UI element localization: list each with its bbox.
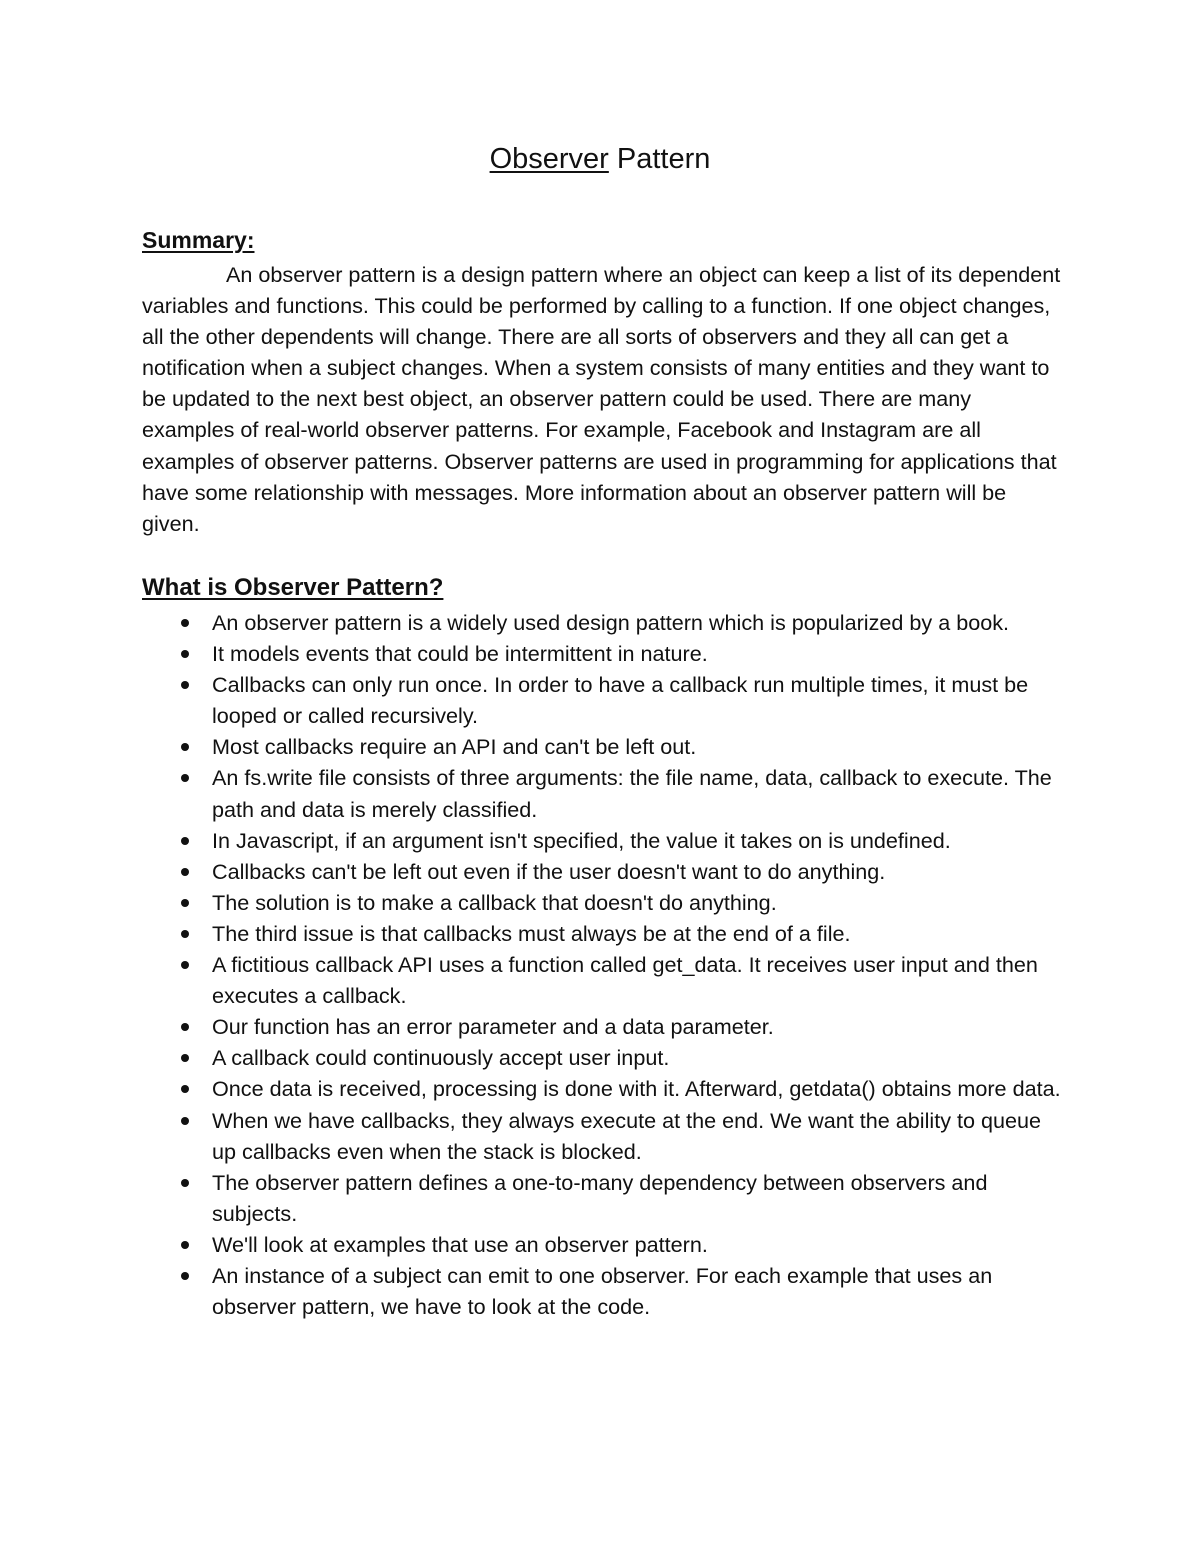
list-item: [142, 1073, 1062, 1104]
list-item-text: An observer pattern is a widely used design pattern which is popularized by a book.: [212, 610, 1010, 635]
list-item: [142, 887, 1062, 918]
bullet-icon: [181, 774, 189, 782]
list-item-text: When we have callbacks, they always execute at the end. We want the ability to queue up callbacks even when the stack is blocked.: [212, 1107, 1042, 1164]
list-item: [142, 825, 1062, 856]
bullet-icon: [181, 1179, 189, 1187]
list-item-text: The observer pattern defines a one-to-many dependency between observers and subjects.: [212, 1169, 988, 1226]
bullet-icon: [181, 1023, 189, 1031]
bullet-icon: [181, 899, 189, 907]
list-item-text: Callbacks can only run once. In order to have a callback run multiple times, it must be looped or called recursively.: [212, 672, 1029, 729]
bullet-icon: [181, 650, 189, 658]
list-item: [142, 1260, 1062, 1322]
list-item: [142, 731, 1062, 762]
list-item-text: A fictitious callback API uses a function called get_data. It receives user input and then executes a callback.: [212, 952, 1038, 1009]
list-item: [142, 1167, 1062, 1229]
list-item-text: We'll look at examples that use an observer pattern.: [212, 1231, 708, 1257]
summary-heading: Summary:: [142, 227, 255, 253]
list-item: [142, 949, 1062, 1011]
section-heading-what-is: What is Observer Pattern?: [142, 574, 444, 601]
summary-paragraph: An observer pattern is a design pattern where an object can keep a list of its dependent variables and functions. This could be performed by calling to a function. If one object changes, all the other dependents will change. There are all sorts of observers and they all can get a notification when a subject changes. When a system consists of many entities and they want to be updated to the next best object, an observer pattern could be used. There are many examples of real-world observer patterns. For example, Facebook and Instagram are all examples of observer patterns. Observer patterns are used in programming for applications that have some relationship with messages. More information about an observer pattern will be given.: [142, 262, 1061, 536]
bullet-icon: [181, 930, 189, 938]
list-item-text: A callback could continuously accept user input.: [212, 1045, 670, 1071]
list-item-text: The solution is to make a callback that doesn't do anything.: [212, 889, 777, 915]
list-item: [142, 856, 1062, 887]
page-title: [0, 141, 1200, 177]
bullet-icon: [181, 868, 189, 876]
list-item-text: The third issue is that callbacks must always be at the end of a file.: [212, 920, 851, 946]
list-item-text: An instance of a subject can emit to one observer. For each example that uses an observer pattern, we have to look at the code.: [212, 1262, 993, 1320]
bullet-icon: [181, 743, 189, 751]
bullet-icon: [181, 1241, 189, 1249]
list-item-text: It models events that could be intermittent in nature.: [212, 641, 708, 667]
bullet-icon: [181, 619, 189, 627]
list-item-text: An fs.write file consists of three arguments: the file name, data, callback to execute. The path and data is merely classified.: [212, 765, 1052, 822]
list-item-text: Once data is received, processing is done with it. Afterward, getdata() obtains more data.: [212, 1076, 1061, 1102]
bullet-icon: [181, 961, 189, 969]
list-item-text: Most callbacks require an API and can't be left out.: [212, 734, 697, 760]
title-word-pattern: Pattern: [616, 143, 711, 175]
list-item: [142, 1042, 1062, 1073]
list-item: [142, 638, 1062, 669]
bullet-icon: [181, 837, 189, 845]
list-item: [142, 1229, 1062, 1260]
list-item-text: Our function has an error parameter and a data parameter.: [212, 1014, 774, 1040]
list-item: [142, 607, 1062, 638]
bullet-icon: [181, 1054, 189, 1062]
list-item: [142, 918, 1062, 949]
list-item-text: Callbacks can't be left out even if the user doesn't want to do anything.: [212, 858, 886, 884]
list-item: [142, 1105, 1062, 1167]
bullet-icon: [181, 1085, 189, 1093]
bullet-list: [142, 607, 1062, 1322]
list-item: [142, 669, 1062, 731]
title-word-observer: Observer: [489, 143, 609, 175]
bullet-icon: [181, 1117, 189, 1125]
bullet-icon: [181, 681, 189, 689]
list-item-text: In Javascript, if an argument isn't specified, the value it takes on is undefined.: [212, 827, 951, 853]
bullet-icon: [181, 1272, 189, 1280]
list-item: [142, 1011, 1062, 1042]
list-item: [142, 762, 1062, 824]
